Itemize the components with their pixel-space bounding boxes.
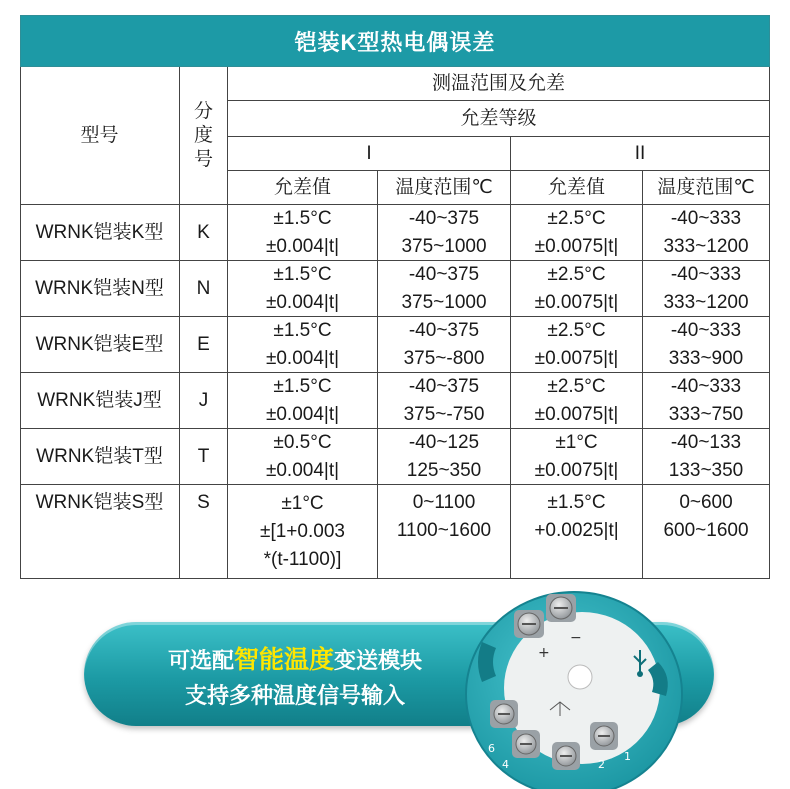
plus-sign: + <box>538 645 550 661</box>
cell-line: ±1°C <box>281 492 324 514</box>
row-code: E <box>180 317 228 373</box>
header-model: 型号 <box>20 67 180 205</box>
row-ii-range <box>643 317 770 373</box>
transmitter-module-image <box>462 582 686 789</box>
row-code: S <box>180 485 228 579</box>
row-i-range <box>378 205 511 261</box>
cell-line: -40~125 <box>408 431 480 453</box>
row-ii-tolerance <box>511 205 643 261</box>
terminal-number-6: 6 <box>488 742 495 755</box>
row-ii-range <box>643 485 770 579</box>
row-ii-tolerance <box>511 429 643 485</box>
cell-line: ±0.004|t| <box>265 347 340 369</box>
row-i-range <box>378 373 511 429</box>
header-i-tol-value: 允差值 <box>228 171 378 205</box>
table-title: 铠装K型热电偶误差 <box>20 15 770 67</box>
terminal-screw-top-right <box>546 594 576 622</box>
cell-line: ±0.0075|t| <box>534 459 619 481</box>
promo-line-1-pre: 可选配 <box>167 648 234 673</box>
cell-line: ±1°C <box>555 431 598 453</box>
cell-line: ±1.5°C <box>547 492 606 513</box>
row-ii-tolerance <box>511 485 643 579</box>
cell-line: ±0.0075|t| <box>534 403 619 425</box>
promo-line-2: 支持多种温度信号输入 <box>184 683 405 708</box>
header-i-temp-range: 温度范围℃ <box>378 171 511 205</box>
cell-line: -40~375 <box>408 207 480 229</box>
cell-line: 125~350 <box>406 459 482 481</box>
cell-line: ±1.5°C <box>273 375 332 397</box>
terminal-screw-top-left <box>514 610 544 638</box>
row-ii-tolerance <box>511 373 643 429</box>
cell-line: ±0.004|t| <box>265 403 340 425</box>
row-i-range <box>378 485 511 579</box>
header-class-1: I <box>228 137 511 171</box>
row-model: WRNK铠装T型 <box>20 429 180 485</box>
cell-line: 333~900 <box>668 347 744 369</box>
header-ii-tol-value: 允差值 <box>511 171 643 205</box>
header-range-tolerance: 测温范围及允差 <box>228 67 770 101</box>
header-grade-char: 号 <box>193 148 213 170</box>
cell-line: 375~1000 <box>401 291 487 313</box>
row-i-tolerance <box>228 485 378 579</box>
header-grade-char: 分 <box>193 100 213 122</box>
promo-line-1-post: 变送模块 <box>334 648 423 673</box>
cell-line: 375~-750 <box>403 403 485 425</box>
row-model: WRNK铠装K型 <box>20 205 180 261</box>
row-code: T <box>180 429 228 485</box>
cell-line: -40~333 <box>670 263 742 285</box>
cell-line: 0~1100 <box>412 492 476 513</box>
module-center-hole <box>568 665 592 689</box>
cell-line: 375~-800 <box>403 347 485 369</box>
cell-line: -40~333 <box>670 319 742 341</box>
cell-line: -40~375 <box>408 375 480 397</box>
minus-sign: − <box>570 630 582 646</box>
cell-line: ±2.5°C <box>547 263 606 285</box>
header-grade-char: 度 <box>193 124 213 146</box>
header-class-2: II <box>511 137 770 171</box>
cell-line: +0.0025|t| <box>534 520 619 541</box>
row-i-tolerance <box>228 373 378 429</box>
row-i-tolerance <box>228 205 378 261</box>
cell-line: -40~333 <box>670 375 742 397</box>
header-tolerance-class: 允差等级 <box>228 101 770 137</box>
row-ii-tolerance <box>511 317 643 373</box>
promo-highlight: 智能温度 <box>233 646 334 674</box>
cell-line: ±0.0075|t| <box>534 291 619 313</box>
cell-line: ±1.5°C <box>273 207 332 229</box>
row-code: K <box>180 205 228 261</box>
cell-line: 1100~1600 <box>396 520 492 541</box>
terminal-number-4: 4 <box>502 758 509 771</box>
terminal-screw-bottom-4 <box>590 722 618 750</box>
row-code: N <box>180 261 228 317</box>
cell-line: 600~1600 <box>663 520 749 541</box>
terminal-number-1: 1 <box>624 750 631 763</box>
row-i-tolerance <box>228 429 378 485</box>
cell-line: ±2.5°C <box>547 319 606 341</box>
cell-line: ±0.0075|t| <box>534 235 619 257</box>
tolerance-table <box>20 67 770 579</box>
promo-line-1 <box>130 640 460 676</box>
cell-line: ±[1+0.003 <box>260 520 345 542</box>
row-i-tolerance <box>228 317 378 373</box>
cell-line: ±0.0075|t| <box>534 347 619 369</box>
terminal-screw-bottom-2 <box>512 730 540 758</box>
row-model: WRNK铠装N型 <box>20 261 180 317</box>
terminal-screw-bottom-3 <box>552 742 580 770</box>
cell-line: 0~600 <box>679 492 733 513</box>
cell-line: 375~1000 <box>401 235 487 257</box>
row-i-range <box>378 317 511 373</box>
cell-line: ±2.5°C <box>547 207 606 229</box>
cell-line: -40~133 <box>670 431 742 453</box>
cell-line: -40~375 <box>408 263 480 285</box>
row-ii-range <box>643 373 770 429</box>
header-ii-temp-range: 温度范围℃ <box>643 171 770 205</box>
cell-line: ±1.5°C <box>273 319 332 341</box>
cell-line: 333~1200 <box>663 235 749 257</box>
header-grade-number <box>180 67 228 205</box>
cell-line: ±0.004|t| <box>265 291 340 313</box>
row-model: WRNK铠装J型 <box>20 373 180 429</box>
row-code: J <box>180 373 228 429</box>
cell-line: 333~750 <box>668 403 744 425</box>
cell-line: 333~1200 <box>663 291 749 313</box>
cell-line: 133~350 <box>668 459 744 481</box>
cell-line: -40~375 <box>408 319 480 341</box>
row-ii-range <box>643 261 770 317</box>
row-model: WRNK铠装E型 <box>20 317 180 373</box>
cell-line: ±0.004|t| <box>265 459 340 481</box>
cell-line: ±0.004|t| <box>265 235 340 257</box>
row-model: WRNK铠装S型 <box>20 485 180 579</box>
row-ii-range <box>643 429 770 485</box>
row-ii-range <box>643 205 770 261</box>
cell-line: ±1.5°C <box>273 263 332 285</box>
row-ii-tolerance <box>511 261 643 317</box>
cell-line: -40~333 <box>670 207 742 229</box>
terminal-number-2: 2 <box>598 758 605 771</box>
row-i-range <box>378 261 511 317</box>
row-i-range <box>378 429 511 485</box>
cell-line: ±2.5°C <box>547 375 606 397</box>
cell-line: ±0.5°C <box>273 431 332 453</box>
row-i-tolerance <box>228 261 378 317</box>
terminal-screw-bottom-1 <box>490 700 518 728</box>
cell-line: *(t-1100)] <box>263 548 342 570</box>
